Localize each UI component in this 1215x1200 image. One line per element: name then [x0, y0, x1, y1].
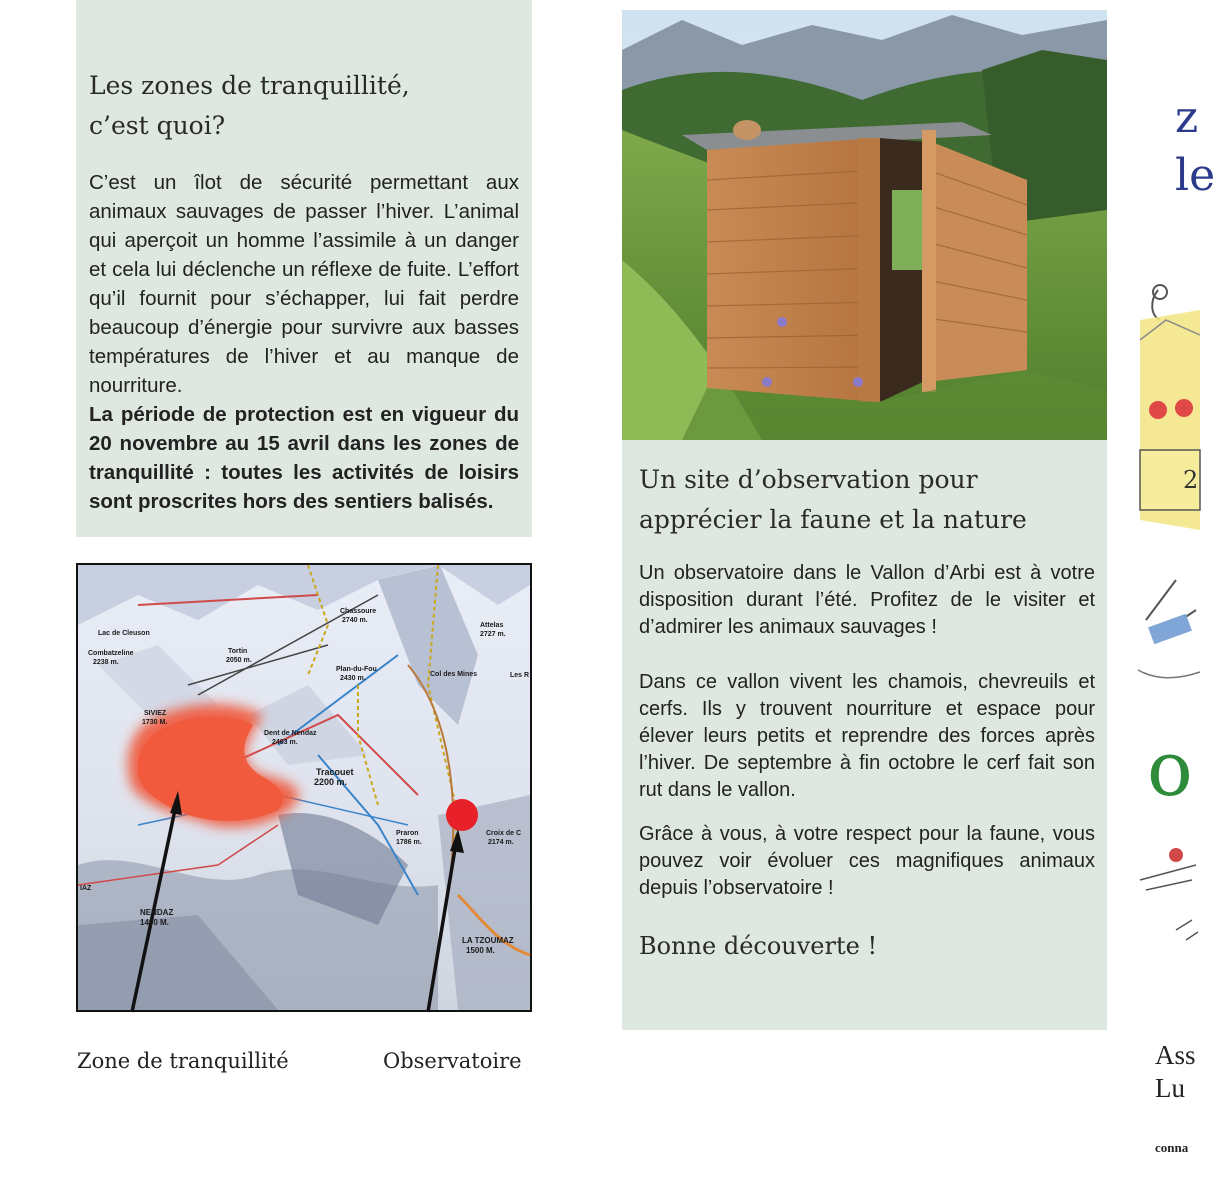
map-label-chassoure: Chassoure: [340, 608, 377, 615]
edge-text-line-2: Lu: [1155, 1073, 1185, 1103]
edge-title-letter-2: le: [1175, 150, 1215, 201]
observation-site-title: Un site d’observation pour apprécier la faune et la nature: [639, 465, 1027, 534]
map-label-tortin: Tortin: [228, 648, 248, 655]
map-label-tracouet: Tracouet: [316, 767, 354, 777]
ski-area-map: [76, 563, 532, 1012]
map-label-attelas: Attelas: [480, 622, 504, 629]
map-label-iaz: IAZ: [80, 885, 92, 892]
observation-site-box: [622, 440, 1107, 1030]
tranquility-zone-paragraph: C’est un îlot de sécurité permettant aux animaux sauvages de passer l’hiver. L’animal qui aperçoit un homme l’assimile à un danger et cela lui déclenche un réflexe de fuite. L’effort qu’il fournit pour s’échapper, lui fait perdre beaucoup d’énergie pour survivre aux basses températures de l’hiver et au manque de nourriture.: [89, 171, 519, 397]
map-label-tortin-alt: 2050 m.: [226, 657, 252, 664]
map-label-croix: Croix de C: [486, 830, 522, 837]
map-label-nendaz-alt: 1400 M.: [140, 918, 169, 927]
map-illustration: [78, 565, 530, 1010]
edge-small-text: conna: [1155, 1140, 1189, 1155]
map-label-plan-du-fou: Plan-du-Fou: [336, 666, 377, 673]
map-label-col-des-mines: Col des Mines: [430, 671, 478, 678]
edge-text-line-1: Ass: [1155, 1040, 1196, 1070]
map-label-nendaz: NENDAZ: [140, 908, 174, 917]
observatory-photo: [622, 10, 1107, 440]
map-label-dent-de-nendaz-alt: 2463 m.: [272, 739, 298, 746]
map-label-siviez-alt: 1730 M.: [142, 719, 168, 726]
map-label-praron-alt: 1786 m.: [396, 839, 422, 846]
protection-period-paragraph: La période de protection est en vigueur du 20 novembre au 15 avril dans les zones de tranquillité : toutes les activités de loisirs sont proscrites hors des sentiers balisés.: [89, 403, 519, 513]
edge-digit: 2: [1183, 466, 1199, 494]
zone-caption: Zone de tranquillité: [77, 1049, 289, 1073]
observatory-marker: [446, 799, 478, 831]
observatory-paragraph: Un observatoire dans le Vallon d’Arbi est à votre disposition durant l’été. Profitez de le visiter et d’admirer les animaux sauvages !: [639, 562, 1095, 638]
map-label-croix-alt: 2174 m.: [488, 839, 514, 846]
map-label-combatzeline: Combatzeline: [88, 650, 134, 657]
map-label-tracouet-alt: 2200 m.: [314, 777, 348, 787]
map-label-chassoure-alt: 2740 m.: [342, 617, 368, 624]
wildlife-paragraph: Dans ce vallon vivent les chamois, chevreuils et cerfs. Ils y trouvent nourriture et espace pour élever leurs petits et reprendre des forces après l’hiver. De septembre à fin octobre le cerf fait son rut dans le vallon.: [639, 671, 1095, 801]
map-label-les-r: Les R: [510, 672, 530, 679]
respect-paragraph: Grâce à vous, à votre respect pour la faune, vous pouvez voir évoluer ces magnifiques animaux depuis l’observatoire !: [639, 823, 1095, 899]
map-label-siviez: SIVIEZ: [144, 710, 167, 717]
map-label-attelas-alt: 2727 m.: [480, 631, 506, 638]
map-label-praron: Praron: [396, 830, 419, 837]
map-label-tzoumaz-alt: 1500 M.: [466, 946, 495, 955]
observatoire-caption: Observatoire: [383, 1049, 522, 1073]
tranquility-zone-title: Les zones de tranquillité, c’est quoi?: [89, 71, 410, 140]
closing-text: Bonne découverte !: [639, 932, 878, 960]
map-label-plan-du-fou-alt: 2430 m.: [340, 675, 366, 682]
edge-illustration: [1136, 280, 1200, 970]
map-label-lac: Lac de Cleuson: [98, 630, 150, 637]
map-label-combatzeline-alt: 2238 m.: [93, 659, 119, 666]
map-label-tzoumaz: LA TZOUMAZ: [462, 936, 514, 945]
map-label-dent-de-nendaz: Dent de Nendaz: [264, 730, 317, 737]
observatory-hut-illustration: [622, 10, 1107, 440]
edge-green-letter: o: [1147, 724, 1193, 813]
tranquility-zone-box: [76, 0, 532, 537]
edge-title-letter-1: z: [1175, 92, 1199, 143]
